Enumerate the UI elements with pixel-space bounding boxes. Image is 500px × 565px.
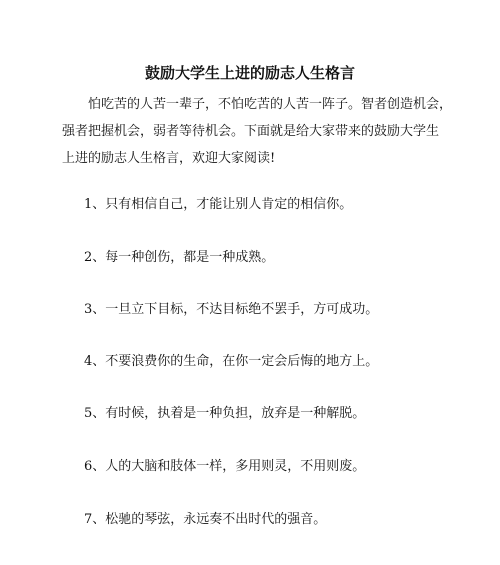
- quote-item-6: 6、人的大脑和肢体一样，多用则灵，不用则废。: [84, 459, 366, 474]
- intro-line: 怕吃苦的人苦一辈子，不怕吃苦的人苦一阵子。智者创造机会，: [88, 97, 453, 112]
- quote-item-4: 4、不要浪费你的生命，在你一定会后悔的地方上。: [84, 354, 379, 369]
- document-title: 鼓励大学生上进的励志人生格言: [144, 64, 355, 82]
- quote-item-1: 1、只有相信自己，才能让别人肯定的相信你。: [84, 197, 353, 212]
- intro-line: 上进的励志人生格言，欢迎大家阅读!: [62, 151, 276, 166]
- intro-line: 强者把握机会，弱者等待机会。下面就是给大家带来的鼓励大学生: [62, 124, 440, 139]
- intro-paragraph: [62, 91, 453, 172]
- quote-item-5: 5、有时候，执着是一种负担，放弃是一种解脱。: [84, 406, 366, 421]
- quote-item-7: 7、松驰的琴弦，永远奏不出时代的强音。: [84, 512, 327, 527]
- quote-item-3: 3、一旦立下目标，不达目标绝不罢手，方可成功。: [84, 302, 379, 317]
- quote-item-2: 2、每一种创伤，都是一种成熟。: [84, 250, 275, 265]
